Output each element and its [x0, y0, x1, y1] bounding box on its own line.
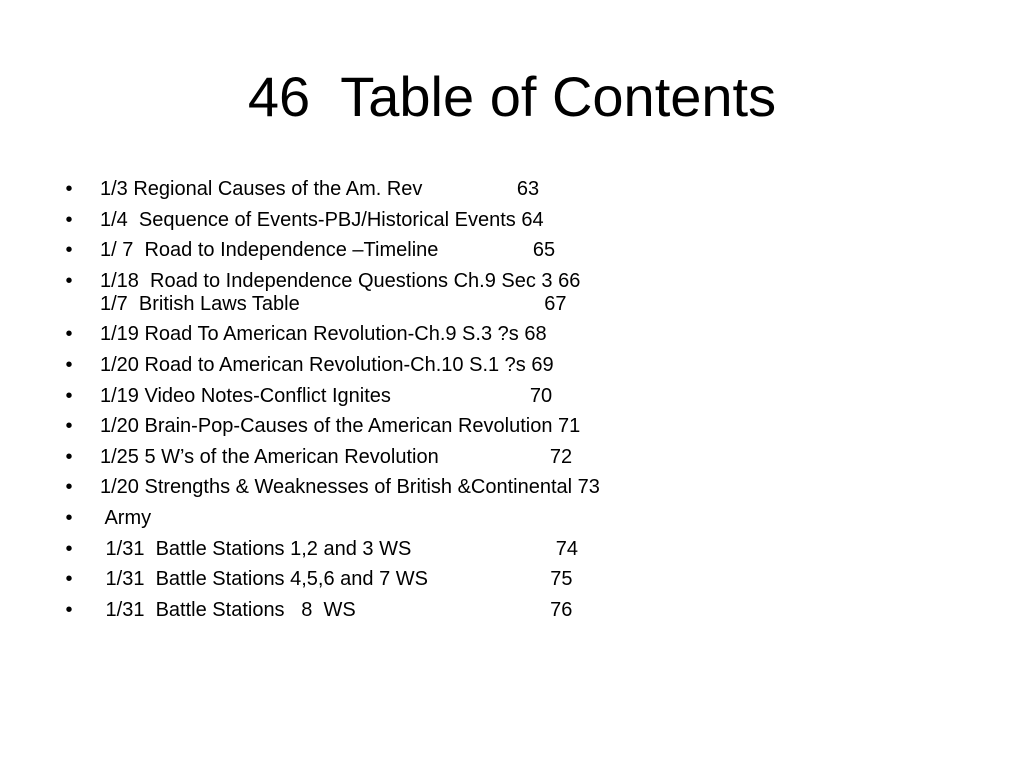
- toc-item: [62, 178, 600, 201]
- toc-item: [62, 568, 600, 591]
- toc-item-text: 1/ 7 Road to Independence –Timeline 65: [100, 239, 556, 262]
- toc-item-text: 1/18 Road to Independence Questions Ch.9 Sec 3 66: [100, 269, 581, 292]
- bullet-icon: •: [65, 476, 73, 499]
- toc-item-text: 1/25 5 W’s of the American Revolution 72: [100, 445, 573, 468]
- bullet-icon: •: [65, 506, 73, 529]
- bullet-icon: •: [65, 537, 73, 560]
- toc-item-text: 1/20 Brain-Pop-Causes of the American Revolution 71: [100, 415, 581, 438]
- bullet-icon: •: [65, 208, 73, 231]
- toc-item: [62, 599, 600, 622]
- toc-item-text: 1/3 Regional Causes of the Am. Rev 63: [100, 178, 540, 200]
- bullet-icon: •: [65, 415, 73, 438]
- toc-item: [62, 507, 600, 530]
- toc-item-text: 1/19 Road To American Revolution-Ch.9 S.3 ?s 68: [100, 323, 547, 346]
- bullet-icon: •: [65, 598, 73, 621]
- bullet-icon: •: [65, 178, 73, 200]
- bullet-icon: •: [65, 445, 73, 468]
- bullet-icon: •: [65, 353, 73, 376]
- toc-item: [62, 239, 600, 262]
- toc-item-text: Army: [100, 506, 152, 529]
- toc-item-text: 1/31 Battle Stations 8 WS 76: [100, 598, 573, 621]
- toc-item-text: 1/31 Battle Stations 4,5,6 and 7 WS 75: [100, 568, 573, 591]
- toc-item: [62, 270, 600, 316]
- toc-item: [62, 415, 600, 438]
- toc-list: [62, 178, 600, 629]
- bullet-icon: •: [65, 269, 73, 292]
- toc-item-text: 1/4 Sequence of Events-PBJ/Historical Events 64: [100, 208, 544, 231]
- toc-item: [62, 446, 600, 469]
- toc-item: [62, 385, 600, 408]
- toc-item: [62, 354, 600, 377]
- toc-item-text: 1/20 Road to American Revolution-Ch.10 S.1 ?s 69: [100, 353, 554, 376]
- toc-item: [62, 538, 600, 561]
- bullet-icon: •: [65, 323, 73, 346]
- bullet-icon: •: [65, 568, 73, 591]
- toc-item: [62, 476, 600, 499]
- toc-item: [62, 323, 600, 346]
- toc-item: [62, 209, 600, 232]
- toc-item-text: 1/31 Battle Stations 1,2 and 3 WS 74: [100, 537, 579, 560]
- bullet-icon: •: [65, 239, 73, 262]
- bullet-icon: •: [65, 384, 73, 407]
- toc-item-text: 1/7 British Laws Table 67: [100, 292, 567, 315]
- page-title: 46 Table of Contents: [247, 65, 777, 128]
- toc-item-text: 1/20 Strengths & Weaknesses of British &Continental 73: [100, 476, 600, 499]
- toc-item-text: 1/19 Video Notes-Conflict Ignites 70: [100, 384, 553, 407]
